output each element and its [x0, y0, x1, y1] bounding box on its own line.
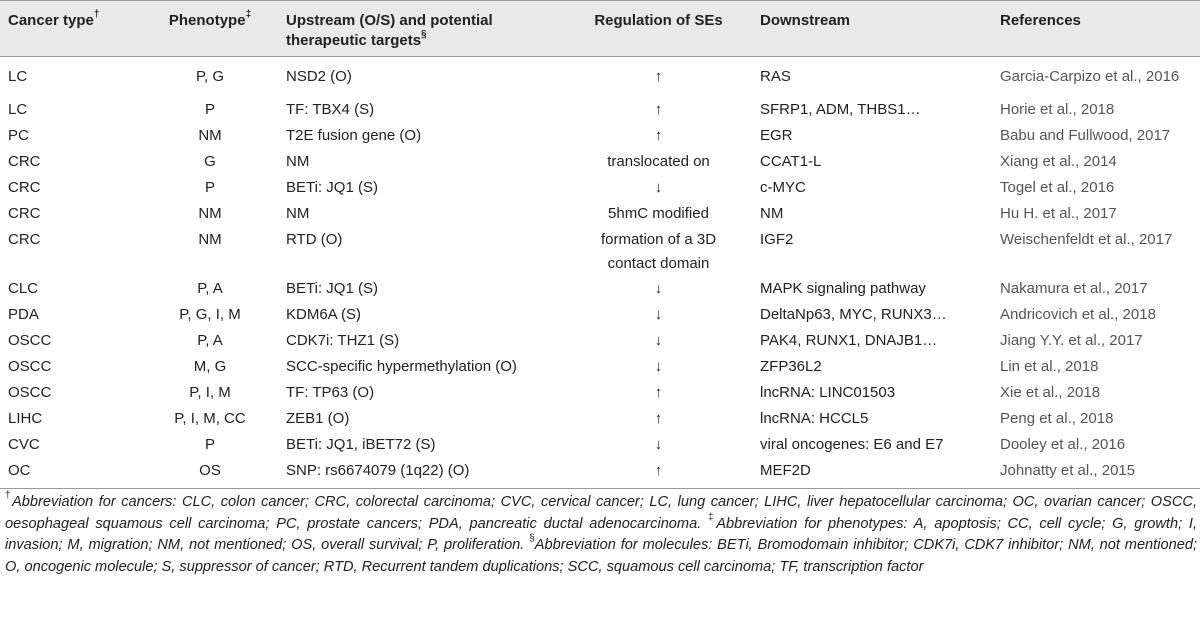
cell-upstream: TF: TBX4 (S): [286, 101, 375, 118]
cell-upstream: T2E fusion gene (O): [286, 127, 422, 144]
cell-reference: Andricovich et al., 2018: [1000, 306, 1156, 323]
cell-downstream: ZFP36L2: [760, 358, 822, 375]
cell-cancer-type: OC: [8, 462, 31, 479]
cell-cancer-type: CRC: [8, 205, 41, 222]
header-downstream: Downstream: [760, 12, 851, 29]
table-row: [0, 51, 1200, 96]
header-upstream: Upstream (O/S) and potential therapeutic targets§: [286, 12, 493, 49]
cell-phenotype: G: [204, 153, 216, 170]
cell-upstream: SCC-specific hypermethylation (O): [286, 358, 517, 375]
cell-regulation: ↓: [654, 306, 663, 323]
table-row: [0, 275, 1200, 301]
cell-regulation: ↑: [654, 101, 663, 118]
cell-phenotype: P, A: [197, 280, 223, 297]
header-phenotype: Phenotype‡: [168, 9, 252, 29]
table-row: [0, 174, 1200, 200]
cell-upstream: BETi: JQ1 (S): [286, 280, 378, 297]
table-body: [0, 51, 1200, 483]
bottom-rule: [0, 488, 1200, 489]
table-row: [0, 96, 1200, 122]
table-row: [0, 431, 1200, 457]
table-row: [0, 122, 1200, 148]
footnote-cancers: Abbreviation for cancers: CLC, colon cancer; CRC, colorectal carcinoma; CVC, cervical cancer; LC, lung cancer; LIHC, liver hepatocellular carcinoma; OC, ovarian cancer; OSCC, oesophageal squamous cell carcinoma; PC, prostate cancers; PDA, pancreatic ductal adenocarcinoma.: [5, 494, 1197, 532]
cell-cancer-type: CRC: [8, 153, 41, 170]
cell-upstream: RTD (O): [286, 231, 343, 248]
cell-downstream: EGR: [760, 127, 793, 144]
cell-reference: Peng et al., 2018: [1000, 410, 1114, 427]
cell-upstream: NSD2 (O): [286, 68, 352, 85]
cell-phenotype: P: [204, 436, 215, 453]
table-row: [0, 457, 1200, 483]
cell-phenotype: OS: [199, 462, 221, 479]
cell-downstream: lncRNA: LINC01503: [760, 384, 896, 401]
cell-phenotype: P, I, M: [189, 384, 231, 401]
cell-downstream: IGF2: [760, 231, 794, 248]
cell-regulation: ↓: [654, 436, 663, 453]
cell-phenotype: M, G: [193, 358, 227, 375]
cell-regulation: ↓: [654, 280, 663, 297]
table-row: [0, 379, 1200, 405]
cell-upstream: NM: [286, 153, 310, 170]
footnote-mark-molecules: §: [529, 533, 535, 545]
cell-upstream: ZEB1 (O): [286, 410, 350, 427]
table-row: [0, 327, 1200, 353]
footnote-mark-phenotypes: ‡: [708, 511, 717, 523]
cell-downstream: DeltaNp63, MYC, RUNX3…: [760, 306, 947, 323]
cell-downstream: RAS: [760, 68, 791, 85]
cell-upstream: BETi: JQ1 (S): [286, 179, 378, 196]
cell-phenotype: P, I, M, CC: [174, 410, 246, 427]
table-row: [0, 226, 1200, 275]
cell-reference: Lin et al., 2018: [1000, 358, 1099, 375]
cell-upstream: BETi: JQ1, iBET72 (S): [286, 436, 436, 453]
cell-upstream: KDM6A (S): [286, 306, 362, 323]
cell-cancer-type: PC: [8, 127, 29, 144]
cell-regulation: translocated on: [607, 153, 710, 170]
cell-downstream: SFRP1, ADM, THBS1…: [760, 101, 921, 118]
cell-reference: Garcia-Carpizo et al., 2016: [1000, 68, 1180, 85]
cell-reference: Babu and Fullwood, 2017: [1000, 127, 1171, 144]
cell-reference: Togel et al., 2016: [1000, 179, 1115, 196]
cell-cancer-type: OSCC: [8, 358, 52, 375]
cell-reference: Xiang et al., 2014: [1000, 153, 1117, 170]
cell-regulation: formation of a 3D contact domain: [600, 231, 717, 272]
header-row: [0, 0, 1200, 51]
header-references: References: [1000, 12, 1081, 29]
table-footnote: [5, 492, 1197, 578]
cell-phenotype: NM: [198, 127, 222, 144]
cell-reference: Nakamura et al., 2017: [1000, 280, 1148, 297]
cell-phenotype: P: [204, 101, 215, 118]
footnote-molecules: Abbreviation for molecules: BETi, Bromodomain inhibitor; CDK7i, CDK7 inhibitor; NM, not mentioned; O, oncogenic molecule; S, suppressor of cancer; RTD, Recurrent tandem duplications; SCC, squamous cell carcinoma; TF, transcription factor: [5, 537, 1197, 575]
cell-regulation: ↑: [654, 68, 663, 85]
cell-reference: Horie et al., 2018: [1000, 101, 1115, 118]
cell-upstream: TF: TP63 (O): [286, 384, 375, 401]
table-row: [0, 353, 1200, 379]
cell-downstream: PAK4, RUNX1, DNAJB1…: [760, 332, 938, 349]
cell-upstream: SNP: rs6674079 (1q22) (O): [286, 462, 470, 479]
cell-regulation: ↓: [654, 332, 663, 349]
table-row: [0, 301, 1200, 327]
cell-phenotype: NM: [198, 231, 222, 248]
cell-reference: Dooley et al., 2016: [1000, 436, 1126, 453]
cell-cancer-type: PDA: [8, 306, 39, 323]
cell-downstream: lncRNA: HCCL5: [760, 410, 869, 427]
table-row: [0, 148, 1200, 174]
cell-downstream: CCAT1-L: [760, 153, 822, 170]
cell-reference: Weischenfeldt et al., 2017: [1000, 231, 1173, 248]
cell-phenotype: P, G: [195, 68, 225, 85]
table-row: [0, 200, 1200, 226]
footnote-mark-cancers: †: [5, 490, 13, 501]
cell-reference: Johnatty et al., 2015: [1000, 462, 1136, 479]
cell-reference: Xie et al., 2018: [1000, 384, 1101, 401]
cell-cancer-type: LIHC: [8, 410, 43, 427]
header-regulation: Regulation of SEs: [594, 12, 723, 29]
cell-regulation: ↑: [654, 127, 663, 144]
cell-downstream: MAPK signaling pathway: [760, 280, 926, 297]
cell-phenotype: NM: [198, 205, 222, 222]
cell-upstream: CDK7i: THZ1 (S): [286, 332, 400, 349]
cell-reference: Jiang Y.Y. et al., 2017: [1000, 332, 1143, 349]
cell-cancer-type: CRC: [8, 231, 41, 248]
cell-cancer-type: LC: [8, 68, 28, 85]
cell-phenotype: P, G, I, M: [179, 306, 241, 323]
cell-regulation: ↓: [654, 179, 663, 196]
cell-cancer-type: LC: [8, 101, 28, 118]
cell-regulation: 5hmC modified: [608, 205, 709, 222]
cell-cancer-type: CLC: [8, 280, 39, 297]
cell-cancer-type: CVC: [8, 436, 40, 453]
cell-downstream: MEF2D: [760, 462, 811, 479]
cell-downstream: c-MYC: [760, 179, 806, 196]
footnote-phenotypes: Abbreviation for phenotypes: A, apoptosis; CC, cell cycle; G, growth; I, invasion; M, migration; NM, not mentioned; OS, overall survival; P, proliferation.: [5, 515, 1198, 554]
cell-regulation: ↑: [654, 384, 663, 401]
cell-reference: Hu H. et al., 2017: [1000, 205, 1117, 222]
cell-cancer-type: OSCC: [8, 384, 52, 401]
table-row: [0, 405, 1200, 431]
cell-regulation: ↑: [654, 462, 663, 479]
cell-downstream: viral oncogenes: E6 and E7: [760, 436, 944, 453]
cell-cancer-type: OSCC: [8, 332, 52, 349]
cell-upstream: NM: [286, 205, 310, 222]
header-cancer-type: Cancer type†: [8, 9, 100, 29]
cell-regulation: ↑: [654, 410, 663, 427]
cell-downstream: NM: [760, 205, 784, 222]
cell-phenotype: P: [204, 179, 215, 196]
cell-regulation: ↓: [654, 358, 663, 375]
cell-cancer-type: CRC: [8, 179, 41, 196]
cell-phenotype: P, A: [197, 332, 223, 349]
